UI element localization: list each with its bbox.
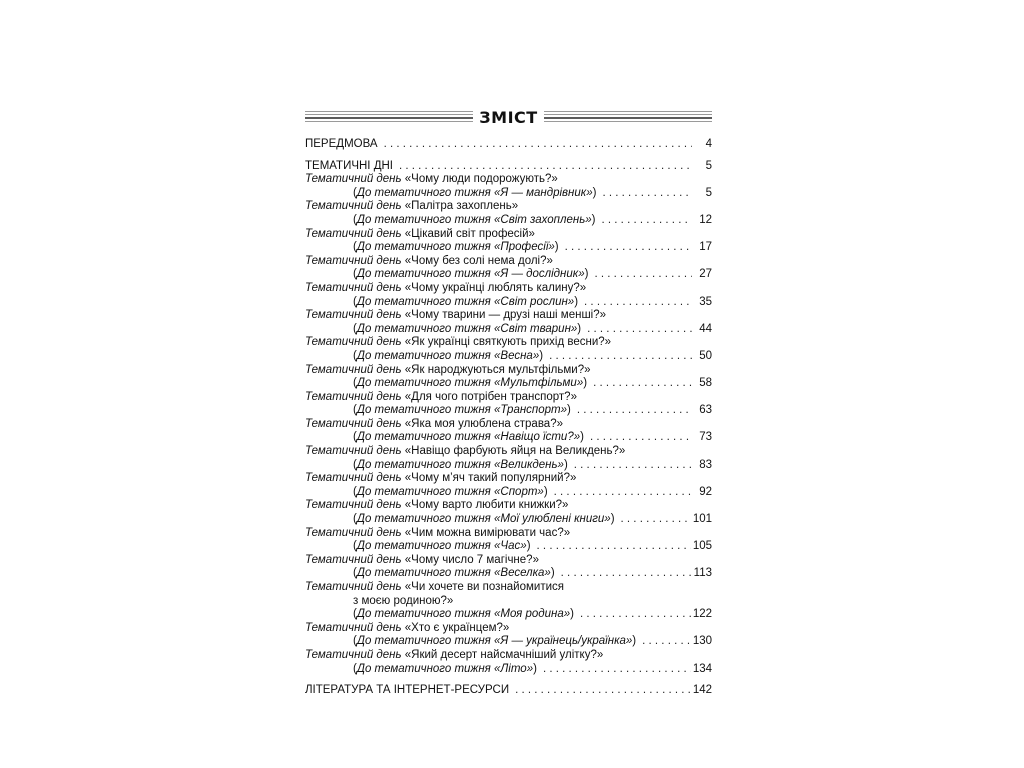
toc-entry-week[interactable]: (До тематичного тижня «Я — мандрівник») . . . 5 xyxy=(305,187,712,201)
page-number: 5 xyxy=(705,186,712,199)
topic-title: «Навіщо фарбують яйця на Великдень?» xyxy=(404,445,626,458)
toc-entry-topic[interactable] xyxy=(305,554,712,568)
day-label: Тематичний день xyxy=(305,363,402,376)
toc-entry-topic[interactable] xyxy=(305,445,712,459)
topic-title: «Як народжуються мультфільми?» xyxy=(404,363,591,376)
week-prefix: До тематичного тижня xyxy=(356,513,491,526)
day-label: Тематичний день xyxy=(305,581,402,593)
toc-entry-week[interactable]: (До тематичного тижня «Великдень») . . . 83 xyxy=(305,459,712,473)
week-prefix: До тематичного тижня xyxy=(356,608,491,621)
week-title: «Я — мандрівник» xyxy=(494,186,593,199)
topic-title: «Чому люди подорожують?» xyxy=(404,173,558,186)
page-number: 17 xyxy=(699,241,712,254)
toc-entry-topic[interactable] xyxy=(305,418,712,432)
toc-entry-week[interactable]: (До тематичного тижня «Весна») . . . 50 xyxy=(305,350,712,364)
page-number: 12 xyxy=(699,213,712,226)
week-title: «Світ захоплень» xyxy=(494,213,592,226)
toc-heading-row xyxy=(305,108,712,128)
week-title: «Навіщо їсти?» xyxy=(494,431,581,444)
toc-entry-topic[interactable] xyxy=(305,364,712,378)
toc-entry-week[interactable]: (До тематичного тижня «Транспорт») . . . 63 xyxy=(305,404,712,418)
toc-entry-topic[interactable] xyxy=(305,499,712,513)
toc-entry-topic[interactable] xyxy=(305,649,712,663)
leader-dots xyxy=(590,431,692,445)
toc-entry-topic[interactable] xyxy=(305,391,712,405)
toc-entry-topic[interactable] xyxy=(305,581,712,595)
page-number: 4 xyxy=(705,138,712,150)
week-prefix: До тематичного тижня xyxy=(356,377,491,390)
leader-dots xyxy=(584,296,692,310)
page-number: 27 xyxy=(699,268,712,281)
day-label: Тематичний день xyxy=(305,309,402,322)
day-label: Тематичний день xyxy=(305,336,402,349)
toc-entry-week[interactable]: (До тематичного тижня «Професії») . . . 17 xyxy=(305,241,712,255)
toc-entry-topic[interactable] xyxy=(305,527,712,541)
day-label: Тематичний день xyxy=(305,390,402,403)
topic-title: «Цікавий світ професій» xyxy=(404,227,535,240)
page-number: 105 xyxy=(692,540,712,553)
week-title: «Я — дослідник» xyxy=(494,268,585,281)
leader-dots xyxy=(384,138,692,152)
page-number: 101 xyxy=(692,513,712,526)
week-prefix: До тематичного тижня xyxy=(356,213,491,226)
page-number: 5 xyxy=(705,159,712,172)
page-number: 92 xyxy=(699,485,712,498)
toc-heading: ЗМІСТ xyxy=(305,108,712,128)
toc-entry-week[interactable]: (До тематичного тижня «Літо») . . . 134 xyxy=(305,663,712,677)
week-title: «Транспорт» xyxy=(494,404,568,417)
day-label: Тематичний день xyxy=(305,173,402,186)
page-number: 122 xyxy=(692,608,712,621)
week-title: «Моя родина» xyxy=(494,608,571,621)
leader-dots xyxy=(565,241,692,255)
week-title: «Мої улюблені книги» xyxy=(494,513,611,526)
leader-dots xyxy=(543,663,691,677)
leader-dots xyxy=(602,214,692,228)
page-number: 73 xyxy=(699,431,712,444)
week-prefix: До тематичного тижня xyxy=(356,295,491,308)
week-title: «Світ тварин» xyxy=(494,322,578,335)
topic-title: «Чому без солі нема долі?» xyxy=(404,254,553,267)
week-prefix: До тематичного тижня xyxy=(356,404,491,417)
toc-entry-week[interactable]: (До тематичного тижня «Я — українець/українка») . . . 130 xyxy=(305,635,712,649)
day-label: Тематичний день xyxy=(305,227,402,240)
day-label: Тематичний день xyxy=(305,281,402,294)
toc-entry-topic[interactable] xyxy=(305,228,712,242)
toc-entry-topic[interactable] xyxy=(305,255,712,269)
week-prefix: До тематичного тижня xyxy=(356,241,491,254)
day-label: Тематичний день xyxy=(305,200,402,213)
topic-title: «Для чого потрібен транспорт?» xyxy=(404,390,577,403)
toc-page xyxy=(305,108,712,698)
toc-entry-topic[interactable] xyxy=(305,200,712,214)
toc-entry-week[interactable]: (До тематичного тижня «Спорт») . . . 92 xyxy=(305,486,712,500)
toc-entry-week[interactable]: (До тематичного тижня «Мої улюблені книги») . . . 101 xyxy=(305,513,712,527)
week-prefix: До тематичного тижня xyxy=(356,662,491,675)
leader-dots xyxy=(587,323,692,337)
page-number: 63 xyxy=(699,404,712,417)
leader-dots xyxy=(515,684,691,698)
week-title: «Професії» xyxy=(494,241,555,254)
week-title: «Літо» xyxy=(494,662,534,675)
toc-entry-topic[interactable] xyxy=(305,309,712,323)
week-title: «Світ рослин» xyxy=(494,295,575,308)
toc-row-thematic-days[interactable]: ТЕМАТИЧНІ ДНІ . . . 5 xyxy=(305,160,712,174)
leader-dots xyxy=(577,404,692,418)
week-prefix: До тематичного тижня xyxy=(356,431,491,444)
toc-entry-week[interactable]: (До тематичного тижня «Світ захоплень») . . . 12 xyxy=(305,214,712,228)
week-title: «Великдень» xyxy=(494,458,564,471)
week-prefix: До тематичного тижня xyxy=(356,485,491,498)
topic-title: «Палітра захоплень» xyxy=(404,200,519,213)
toc-entry-week[interactable]: (До тематичного тижня «Я — дослідник») . . . 27 xyxy=(305,268,712,282)
week-title: «Я — українець/українка» xyxy=(494,635,633,648)
toc-entries xyxy=(305,173,712,676)
day-label: Тематичний день xyxy=(305,648,402,661)
toc-entry-week[interactable]: (До тематичного тижня «Моя родина») . . . 122 xyxy=(305,608,712,622)
topic-title: «Як українці святкують прихід весни?» xyxy=(404,336,612,349)
leader-dots xyxy=(580,608,691,622)
topic-title: «Яка моя улюблена страва?» xyxy=(404,417,563,430)
week-title: «Мультфільми» xyxy=(494,377,584,390)
toc-entry-topic[interactable] xyxy=(305,336,712,350)
topic-title: «Чи хочете ви познайомитися xyxy=(404,581,565,593)
topic-title: «Який десерт найсмачніший улітку?» xyxy=(404,648,604,661)
page-number: 113 xyxy=(693,567,712,580)
week-prefix: До тематичного тижня xyxy=(356,349,491,362)
page-number: 50 xyxy=(699,349,712,362)
week-prefix: До тематичного тижня xyxy=(356,540,491,553)
page-number: 44 xyxy=(699,322,712,335)
toc-entry-topic[interactable] xyxy=(305,282,712,296)
toc-row-literature[interactable]: ЛІТЕРАТУРА ТА ІНТЕРНЕТ-РЕСУРСИ . . . 142 xyxy=(305,684,712,698)
leader-dots xyxy=(593,377,692,391)
day-label: Тематичний день xyxy=(305,445,402,458)
toc-entry-week[interactable]: (До тематичного тижня «Час») . . . 105 xyxy=(305,540,712,554)
day-label: Тематичний день xyxy=(305,553,402,566)
topic-title: «Чому тварини — друзі наші менші?» xyxy=(404,309,607,322)
day-label: Тематичний день xyxy=(305,499,402,512)
day-label: Тематичний день xyxy=(305,417,402,430)
toc-entry-week[interactable]: (До тематичного тижня «Світ тварин») . . . 44 xyxy=(305,323,712,337)
toc-entry-week[interactable]: (До тематичного тижня «Мультфільми») . . . 58 xyxy=(305,377,712,391)
page-number: 142 xyxy=(692,684,712,697)
week-prefix: До тематичного тижня xyxy=(356,186,491,199)
leader-dots xyxy=(549,350,692,364)
page-number: 83 xyxy=(699,458,712,471)
page-number: 58 xyxy=(699,377,712,390)
week-prefix: До тематичного тижня xyxy=(356,268,491,281)
topic-title: «Хто є українцем?» xyxy=(404,621,510,634)
day-label: Тематичний день xyxy=(305,621,402,634)
week-prefix: До тематичного тижня xyxy=(356,567,491,580)
toc-entry-week[interactable]: (До тематичного тижня «Світ рослин») . . . 35 xyxy=(305,296,712,310)
toc-list xyxy=(305,138,712,698)
week-title: «Час» xyxy=(494,540,527,553)
toc-row-foreword[interactable]: ПЕРЕДМОВА . . . 4 xyxy=(305,138,712,152)
leader-dots xyxy=(554,486,692,500)
leader-dots xyxy=(399,160,692,174)
week-prefix: До тематичного тижня xyxy=(356,635,491,648)
week-title: «Спорт» xyxy=(494,485,544,498)
toc-entry-topic[interactable] xyxy=(305,472,712,486)
leader-dots xyxy=(621,513,691,527)
leader-dots xyxy=(602,187,692,201)
leader-dots xyxy=(537,540,691,554)
toc-entry-topic[interactable] xyxy=(305,622,712,636)
toc-entry-week[interactable]: (До тематичного тижня «Веселка») . . . 113 xyxy=(305,567,712,581)
week-prefix: До тематичного тижня xyxy=(356,322,491,335)
topic-title: «Чому українці люблять калину?» xyxy=(404,281,587,294)
toc-entry-topic-continued: з моєю родиною?» xyxy=(353,594,454,607)
leader-dots xyxy=(642,635,691,649)
day-label: Тематичний день xyxy=(305,472,402,485)
day-label: Тематичний день xyxy=(305,254,402,267)
toc-entry-week[interactable]: (До тематичного тижня «Навіщо їсти?») . . . 73 xyxy=(305,431,712,445)
week-prefix: До тематичного тижня xyxy=(356,458,491,471)
page-number: 130 xyxy=(692,635,712,648)
week-title: «Весна» xyxy=(494,349,540,362)
topic-title: «Чим можна вимірювати час?» xyxy=(404,526,571,539)
topic-title: «Чому варто любити книжки?» xyxy=(404,499,569,512)
topic-title: «Чому число 7 магічне?» xyxy=(404,553,539,566)
toc-entry-topic[interactable] xyxy=(305,173,712,187)
day-label: Тематичний день xyxy=(305,526,402,539)
page-number: 134 xyxy=(692,662,712,675)
leader-dots xyxy=(574,459,692,473)
week-title: «Веселка» xyxy=(494,567,551,580)
leader-dots xyxy=(561,567,692,581)
page-number: 35 xyxy=(699,295,712,308)
topic-title: «Чому м’яч такий популярний?» xyxy=(404,472,577,485)
leader-dots xyxy=(594,268,692,282)
